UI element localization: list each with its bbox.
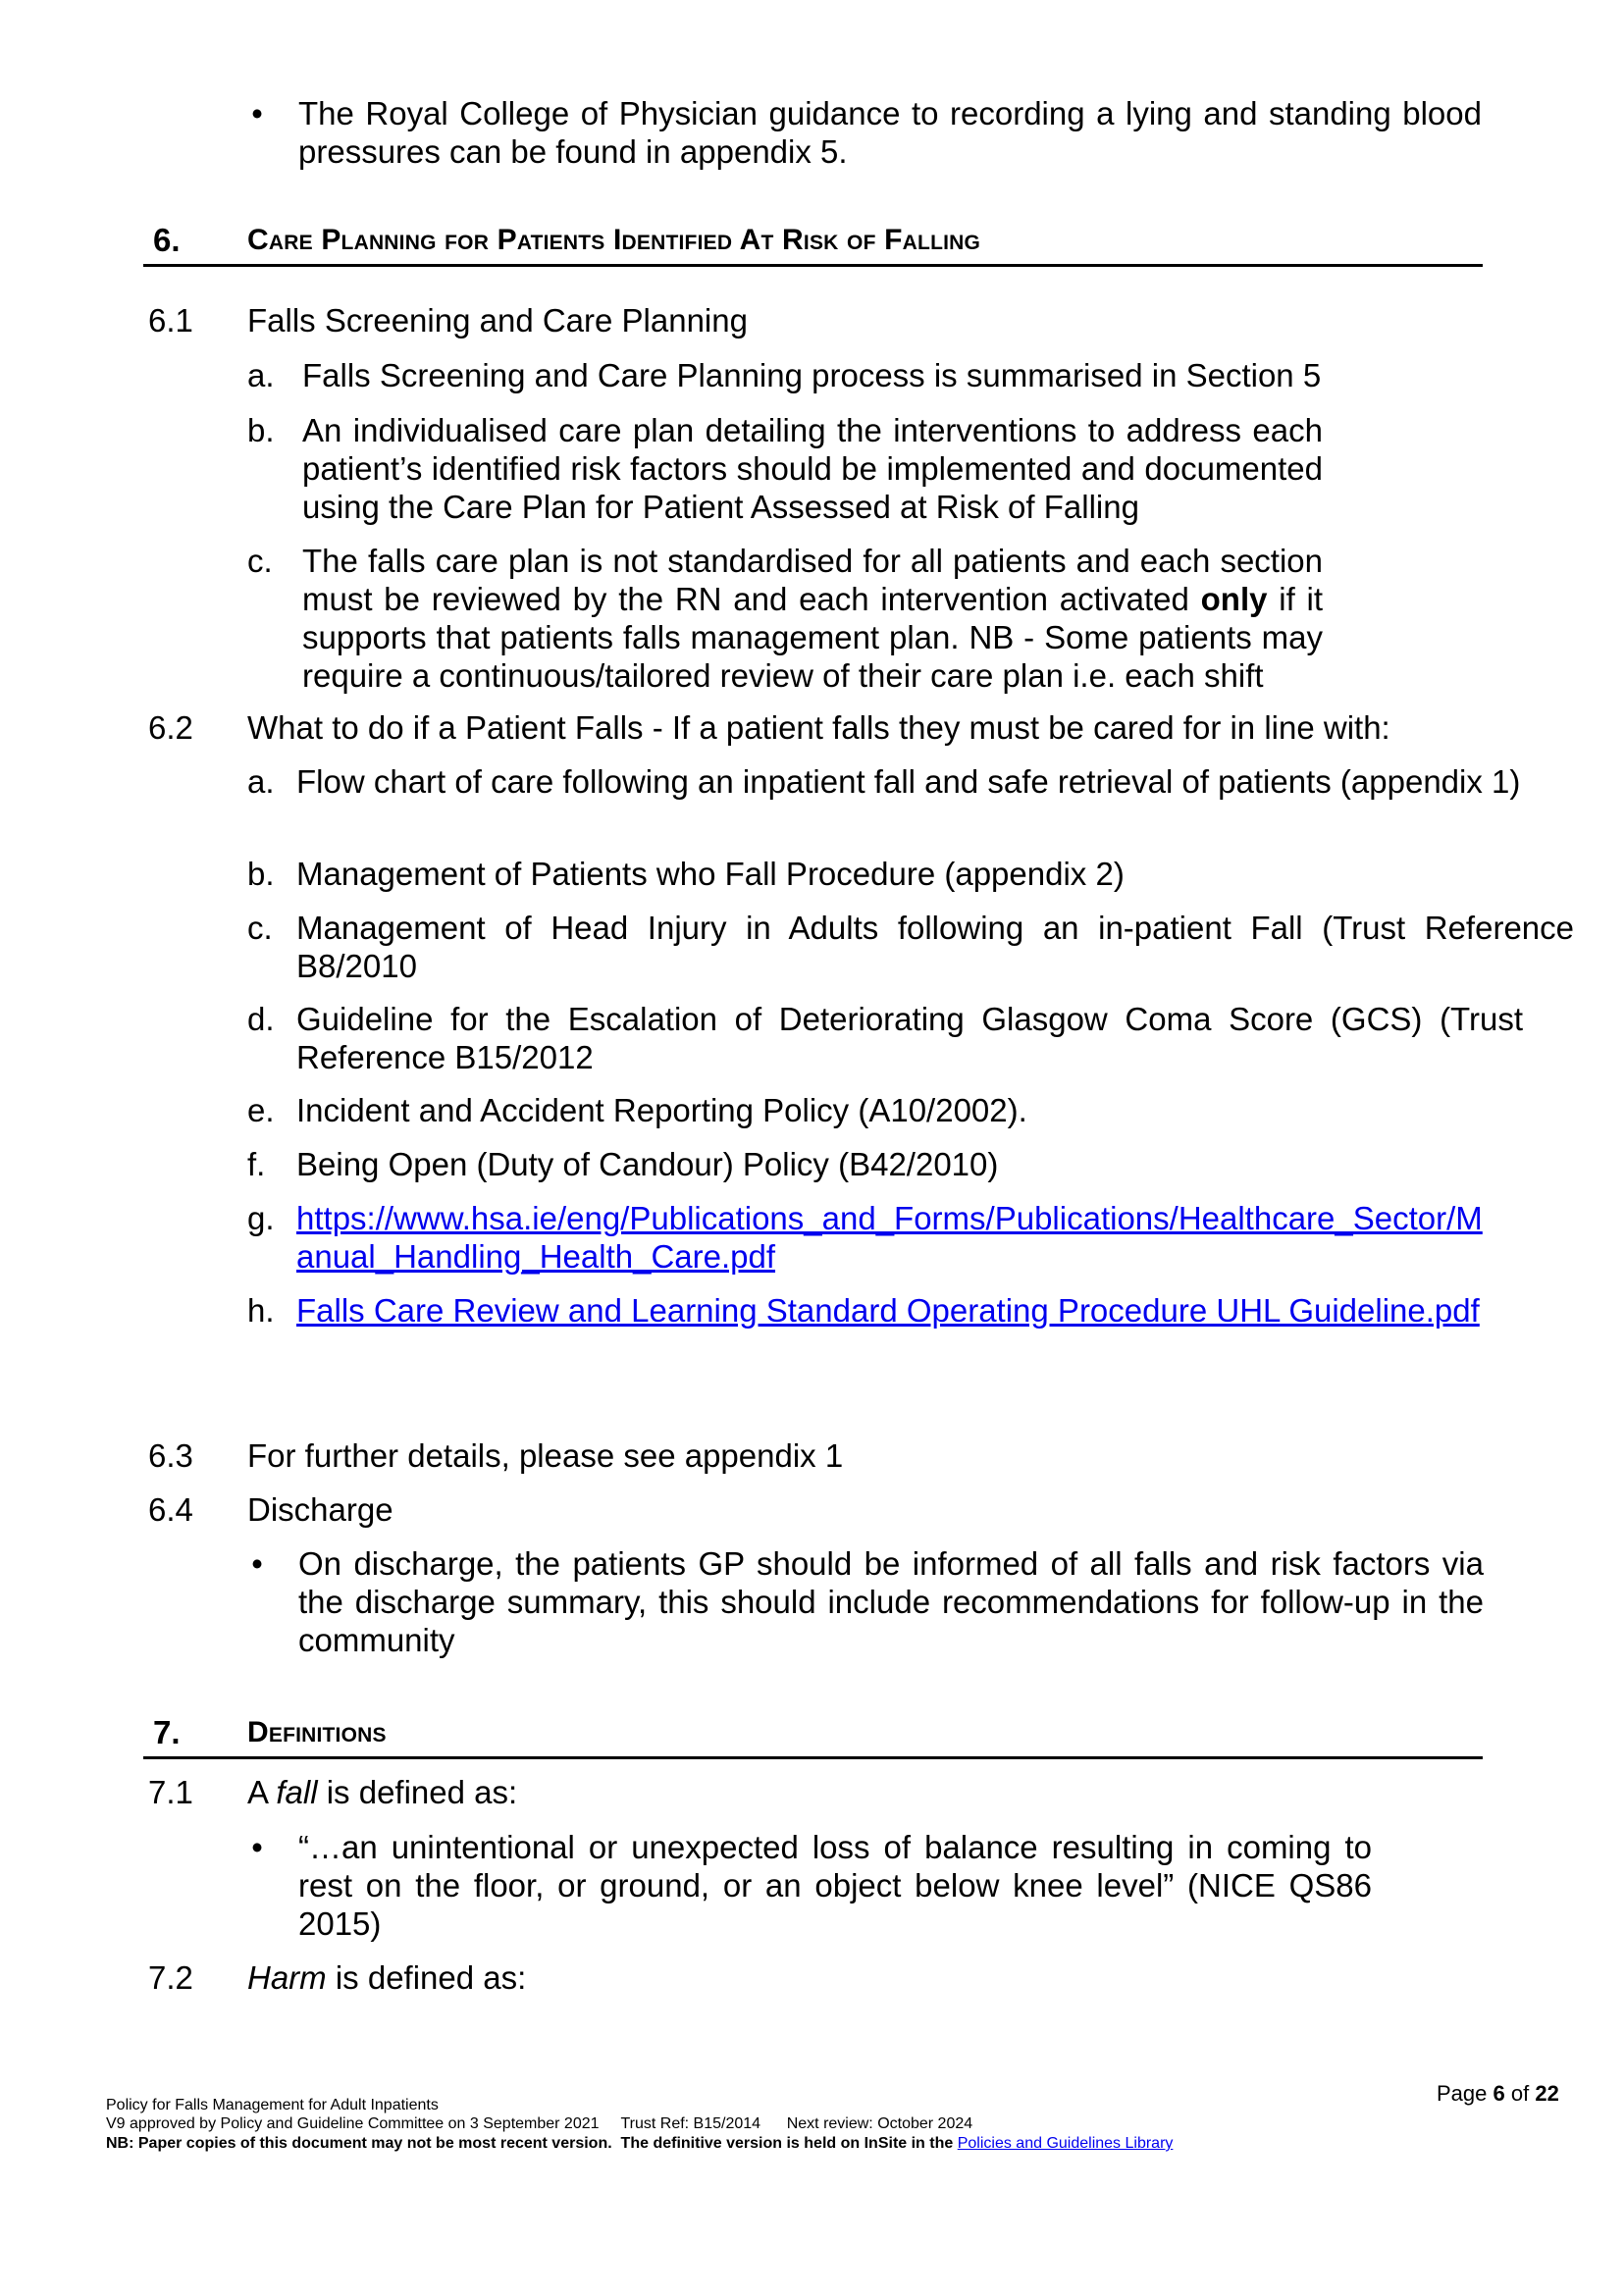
paragraph-number: 6.1 (148, 302, 193, 339)
list-text: Incident and Accident Reporting Policy (A10/2002). (296, 1092, 1027, 1128)
list-marker: c. (247, 543, 273, 579)
paragraph-title: What to do if a Patient Falls - If a patient falls they must be cared for in line with: (247, 709, 1390, 746)
list-text: Management of Head Injury in Adults following an in-patient Fall (Trust Reference B8/2010 (296, 910, 1574, 984)
list-text: Management of Patients who Fall Procedure (appendix 2) (296, 856, 1125, 892)
bullet-icon: • (251, 1545, 263, 1582)
list-marker: e. (247, 1092, 275, 1128)
list-marker: g. (247, 1200, 275, 1236)
list-marker: b. (247, 856, 275, 892)
list-text (302, 542, 1323, 695)
list-marker: a. (247, 763, 275, 800)
paragraph-text (247, 1773, 517, 1811)
text-run: of (1504, 2081, 1536, 2106)
list-marker: a. (247, 357, 275, 393)
hyperlink[interactable]: https://www.hsa.ie/eng/Publications_and_Forms/Publications/Healthcare_Sector/Manual_Handling_Health_Care.pdf (296, 1200, 1483, 1275)
text-run: The falls care plan is not standardised for all patients and each section must be reviewed by the RN and each intervention activated (302, 543, 1323, 617)
footer-line-version: V9 approved by Policy and Guideline Committee on 3 September 2021 Trust Ref: B15/2014 Next review: October 2024 (106, 2115, 973, 2132)
page-total: 22 (1535, 2081, 1559, 2106)
italic-term: Harm (247, 1959, 327, 1996)
list-text: Guideline for the Escalation of Deteriorating Glasgow Coma Score (GCS) (Trust Reference B15/2012 (296, 1001, 1523, 1075)
paragraph-number: 6.2 (148, 709, 193, 746)
text-run: NB: Paper copies of this document may not be most recent version. The definitive version is held on InSite in the (106, 2135, 958, 2152)
section-title: Definitions (247, 1716, 387, 1748)
paragraph-number: 6.3 (148, 1437, 193, 1474)
bold-text: only (1200, 581, 1268, 617)
paragraph-text: For further details, please see appendix 1 (247, 1437, 844, 1474)
section-number: 7. (153, 1714, 181, 1750)
list-marker: d. (247, 1001, 275, 1037)
policies-library-link[interactable]: Policies and Guidelines Library (957, 2135, 1174, 2152)
paragraph-title: Falls Screening and Care Planning (247, 302, 748, 339)
link-hsa-manual-handling[interactable] (296, 1199, 1493, 1276)
text-run: Page (1437, 2081, 1493, 2106)
section-heading-7 (143, 1713, 1483, 1759)
italic-term: fall (276, 1774, 318, 1810)
paragraph-number: 7.1 (148, 1774, 193, 1810)
text-run: if it supports that patients falls management plan. NB - Some patients may require a continuous/tailored review of their care plan i.e. each shift (302, 581, 1323, 694)
link-falls-care-review[interactable] (296, 1291, 1509, 1330)
list-text: An individualised care plan detailing the interventions to address each patient’s identified risk factors should be implemented and documented using the Care Plan for Patient Assessed at Risk of Falling (302, 412, 1323, 525)
list-text: Falls Screening and Care Planning process is summarised in Section 5 (302, 357, 1322, 393)
text-run: is defined as: (326, 1959, 527, 1996)
paragraph-number: 6.4 (148, 1491, 193, 1528)
list-text: Being Open (Duty of Candour) Policy (B42/2010) (296, 1146, 999, 1182)
page-current: 6 (1493, 2081, 1505, 2106)
bullet-icon: • (251, 1829, 263, 1865)
list-marker: f. (247, 1146, 266, 1182)
list-marker: b. (247, 412, 275, 448)
footer-line-title: Policy for Falls Management for Adult Inpatients (106, 2097, 439, 2113)
paragraph-number: 7.2 (148, 1959, 193, 1996)
section-title: Care Planning for Patients Identified At Risk of Falling (247, 224, 981, 256)
list-text: Flow chart of care following an inpatient fall and safe retrieval of patients (appendix 1) (296, 763, 1521, 800)
section-number: 6. (153, 222, 181, 258)
footer-line-notice (106, 2134, 1173, 2154)
page-number (1437, 2074, 1559, 2112)
paragraph-text (247, 1958, 526, 1997)
section-heading-6 (143, 221, 1483, 267)
paragraph-title: Discharge (247, 1491, 393, 1528)
bullet-text: “…an unintentional or unexpected loss of balance resulting in coming to rest on the floor, or ground, or an object below knee level” (NICE QS86 2015) (298, 1829, 1372, 1942)
text-run: is defined as: (317, 1774, 518, 1810)
bullet-text: On discharge, the patients GP should be informed of all falls and risk factors via the discharge summary, this should include recommendations for follow-up in the community (298, 1545, 1484, 1658)
list-marker: c. (247, 910, 273, 946)
hyperlink[interactable]: Falls Care Review and Learning Standard Operating Procedure UHL Guideline.pdf (296, 1292, 1480, 1329)
bullet-icon: • (251, 95, 263, 131)
text-run: A (247, 1774, 277, 1810)
list-marker: h. (247, 1292, 275, 1329)
bullet-text: The Royal College of Physician guidance to recording a lying and standing blood pressures can be found in appendix 5. (298, 95, 1482, 170)
